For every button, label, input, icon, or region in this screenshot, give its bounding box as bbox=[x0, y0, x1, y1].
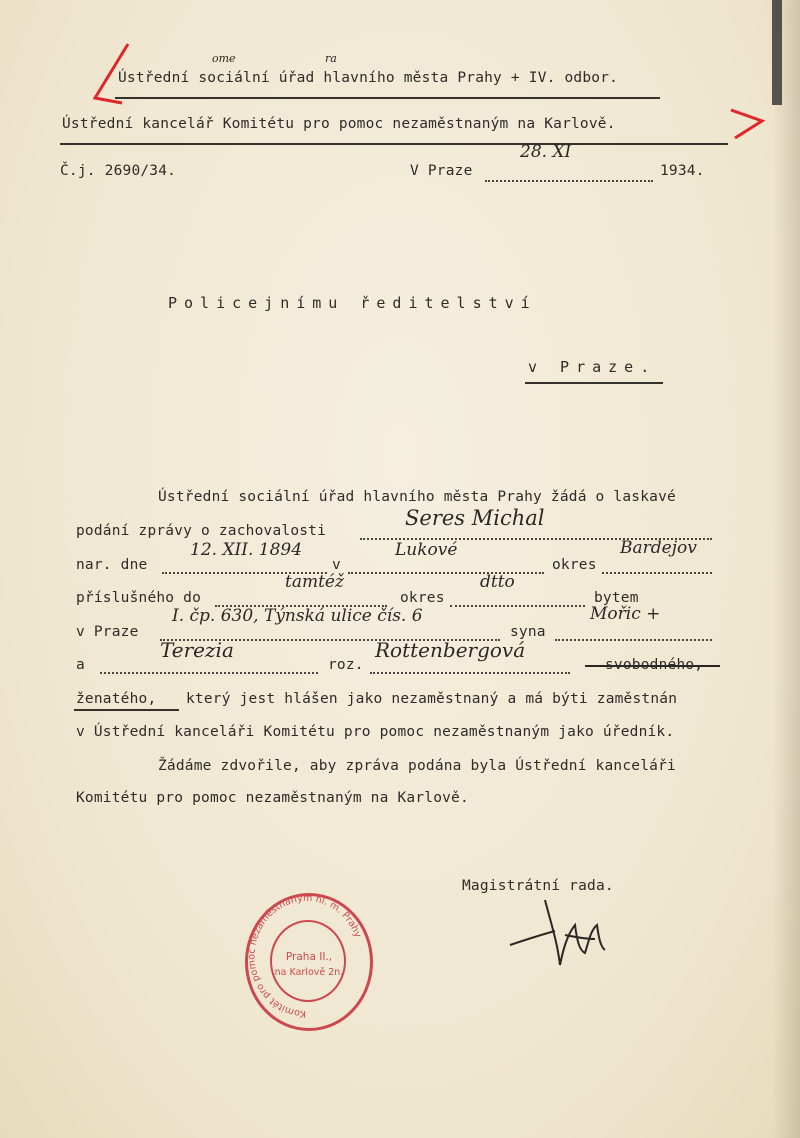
stamp-center-line-2: na Karlově 2n. bbox=[274, 967, 344, 978]
conduct-label: podání zprávy o zachovalosti bbox=[76, 523, 327, 539]
maiden-label: roz. bbox=[328, 657, 364, 673]
signature-title: Magistrátní rada. bbox=[462, 878, 614, 894]
svg-text:Komitét pro pomoc nezaměstnaný: Komitét pro pomoc nezaměstnaným hl. m. Prahy bbox=[246, 893, 364, 1020]
request-1: Žádáme zdvořile, aby zpráva podána byla Ústřední kanceláři bbox=[158, 758, 676, 774]
born-label: nar. dne bbox=[76, 557, 148, 573]
born-in-label: v bbox=[332, 557, 341, 573]
district2-handwritten: dtto bbox=[480, 572, 515, 592]
mother-dots bbox=[100, 672, 318, 674]
district-dots bbox=[602, 572, 712, 574]
addressee-line-1: Policejnímu ředitelství bbox=[168, 294, 537, 312]
date-dots bbox=[485, 180, 653, 182]
born-date-handwritten: 12. XII. 1894 bbox=[190, 540, 303, 560]
red-bracket-right bbox=[731, 110, 762, 138]
residence-label: bytem bbox=[594, 590, 639, 606]
place-prefix: V Praze bbox=[410, 163, 473, 179]
office-underline bbox=[115, 97, 660, 99]
year: 1934. bbox=[660, 163, 705, 179]
prague-label: v Praze bbox=[76, 624, 139, 640]
reference-number: Č.j. 2690/34. bbox=[60, 163, 177, 179]
request-2: Komitétu pro pomoc nezaměstnaným na Karlově. bbox=[76, 790, 469, 806]
red-rubber-stamp bbox=[245, 893, 373, 1031]
father-handwritten: Mořic + bbox=[590, 604, 661, 624]
married-underline bbox=[74, 709, 179, 711]
name-handwritten: Seres Michal bbox=[405, 506, 545, 530]
single-label: svobodného, bbox=[605, 657, 704, 673]
father-dots bbox=[555, 639, 712, 641]
address-handwritten: I. čp. 630, Týnská ulice čís. 6 bbox=[172, 606, 423, 626]
born-place-handwritten: Lukové bbox=[395, 540, 458, 560]
and-label: a bbox=[76, 657, 85, 673]
maiden-dots bbox=[370, 672, 570, 674]
sentence-1: který jest hlášen jako nezaměstnaný a má býti zaměstnán bbox=[186, 691, 678, 707]
committee-line: Ústřední kancelář Komitétu pro pomoc nezaměstnaným na Karlově. bbox=[62, 116, 616, 132]
district2-dots bbox=[450, 605, 585, 607]
office-line: Ústřední sociální úřad hlavního města Prahy + IV. odbor. bbox=[118, 70, 619, 86]
addressee-line-2: v Praze. bbox=[528, 358, 657, 376]
handwritten-signature bbox=[505, 895, 615, 975]
district-handwritten: Bardejov bbox=[620, 538, 697, 558]
addressee-underline bbox=[525, 382, 663, 384]
office-handwritten-2: ra bbox=[325, 52, 337, 65]
maiden-handwritten: Rottenbergová bbox=[375, 638, 526, 662]
stamp-center-line-1: Praha II., bbox=[285, 951, 333, 963]
district-label: okres bbox=[552, 557, 597, 573]
married-label: ženatého, bbox=[76, 691, 157, 707]
belongs-handwritten: tamtéž bbox=[285, 572, 344, 592]
date-handwritten: 28. XI bbox=[520, 142, 572, 162]
single-strikethrough bbox=[585, 665, 720, 667]
district2-label: okres bbox=[400, 590, 445, 606]
office-handwritten-1: ome bbox=[212, 52, 236, 65]
son-label: syna bbox=[510, 624, 546, 640]
belongs-label: příslušného do bbox=[76, 590, 202, 606]
sentence-2: v Ústřední kanceláři Komitétu pro pomoc nezaměstnaným jako úředník. bbox=[76, 724, 675, 740]
intro-line: Ústřední sociální úřad hlavního města Prahy žádá o laskavé bbox=[158, 489, 676, 505]
mother-handwritten: Terezia bbox=[160, 638, 234, 662]
committee-underline bbox=[60, 143, 728, 145]
